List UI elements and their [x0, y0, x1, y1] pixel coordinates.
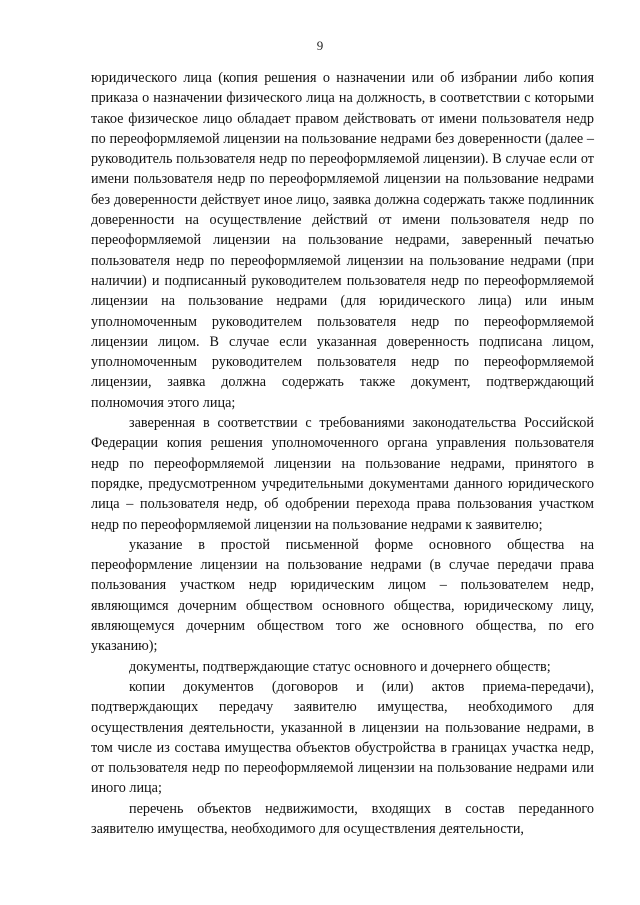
paragraph-continuation: юридического лица (копия решения о назначении или об избрании либо копия приказа о назначении физического лица на должность, в соответствии с которыми такое физическое лицо обладает правом действовать от имени пользователя недр по переоформляемой лицензии на пользование недрами без доверенности (далее – руководитель пользователя недр по переоформляемой лицензии). В случае если от имени пользователя недр по переоформляемой лицензии на пользование недрами без доверенности действует иное лицо, заявка должна содержать также подлинник доверенности на осуществление действий от имени пользователя недр по переоформляемой лицензии на пользование недрами, заверенный печатью пользователя недр по переоформляемой лицензии на пользование недрами (при наличии) и подписанный руководителем пользователя недр по переоформляемой лицензии на пользование недрами (для юридического лица) или иным уполномоченным руководителем пользователя недр по переоформляемой лицензии лицом. В случае если указанная доверенность подписана лицом, уполномоченным руководителем пользователя недр по переоформляемой лицензии, заявка должна содержать также документ, подтверждающий полномочия этого лица; — [91, 70, 594, 411]
paragraph: указание в простой письменной форме основного общества на переоформление лицензии на пользование недрами (в случае передачи права пользования участком недр юридическим лицом – пользователем недр, являющимся дочерним обществом основного общества, юридическому лицу, являющемуся дочерним обществом того же основного общества, по его указанию); — [91, 536, 594, 655]
paragraph: перечень объектов недвижимости, входящих в состав переданного заявителю имущества, необходимого для осуществления деятельности, — [91, 800, 594, 837]
document-body — [91, 68, 594, 839]
paragraph: документы, подтверждающие статус основного и дочернего обществ; — [129, 658, 551, 675]
paragraph: копии документов (договоров и (или) актов приема-передачи), подтверждающих передачу заявителю имущества, необходимого для осуществления деятельности, указанной в лицензии на пользование недрами, в том числе из состава имущества объектов обустройства в границах участка недр, от пользователя недр по переоформляемой лицензии на пользование недрами или иного лица; — [91, 678, 594, 797]
paragraph: заверенная в соответствии с требованиями законодательства Российской Федерации копия решения уполномоченного органа управления пользователя недр по переоформляемой лицензии на пользование недрами, принятого в порядке, предусмотренном учредительными документами данного юридического лица – пользователя недр, об одобрении перехода права пользования участком недр по переоформляемой лицензии на пользование недрами к заявителю; — [91, 415, 594, 533]
page-number: 9 — [316, 38, 324, 53]
